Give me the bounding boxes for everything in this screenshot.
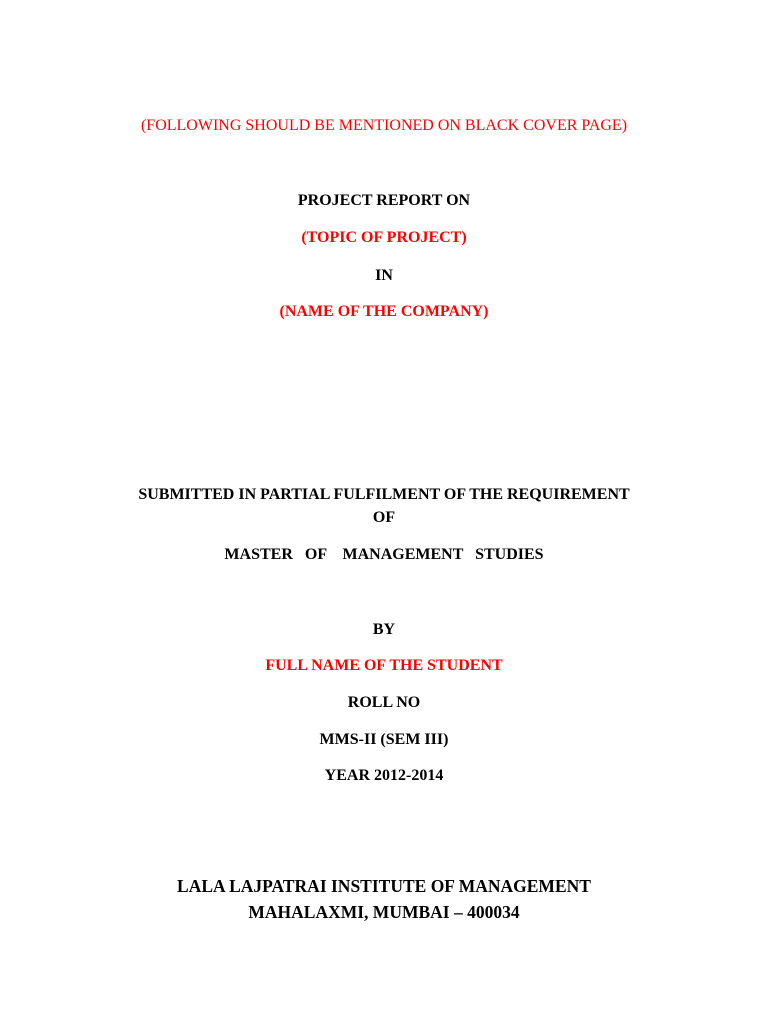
company-name: (NAME OF THE COMPANY) bbox=[279, 303, 489, 320]
institute-address: MAHALAXMI, MUMBAI – 400034 bbox=[248, 902, 520, 922]
project-topic: (TOPIC OF PROJECT) bbox=[301, 229, 467, 246]
connector-in: IN bbox=[375, 267, 393, 284]
submission-line-2: OF bbox=[372, 509, 396, 526]
cover-instruction: (FOLLOWING SHOULD BE MENTIONED ON BLACK COVER PAGE) bbox=[140, 117, 628, 134]
semester: MMS-II (SEM III) bbox=[319, 731, 449, 748]
by-label: BY bbox=[372, 621, 396, 638]
report-heading: PROJECT REPORT ON bbox=[297, 192, 471, 209]
submission-line-1: SUBMITTED IN PARTIAL FULFILMENT OF THE REQUIREMENT bbox=[138, 486, 630, 503]
roll-number: ROLL NO bbox=[347, 694, 421, 711]
student-name: FULL NAME OF THE STUDENT bbox=[265, 657, 503, 674]
academic-year: YEAR 2012-2014 bbox=[324, 767, 444, 784]
institute-name: LALA LAJPATRAI INSTITUTE OF MANAGEMENT bbox=[177, 876, 591, 896]
degree-name: MASTER OF MANAGEMENT STUDIES bbox=[224, 546, 544, 563]
